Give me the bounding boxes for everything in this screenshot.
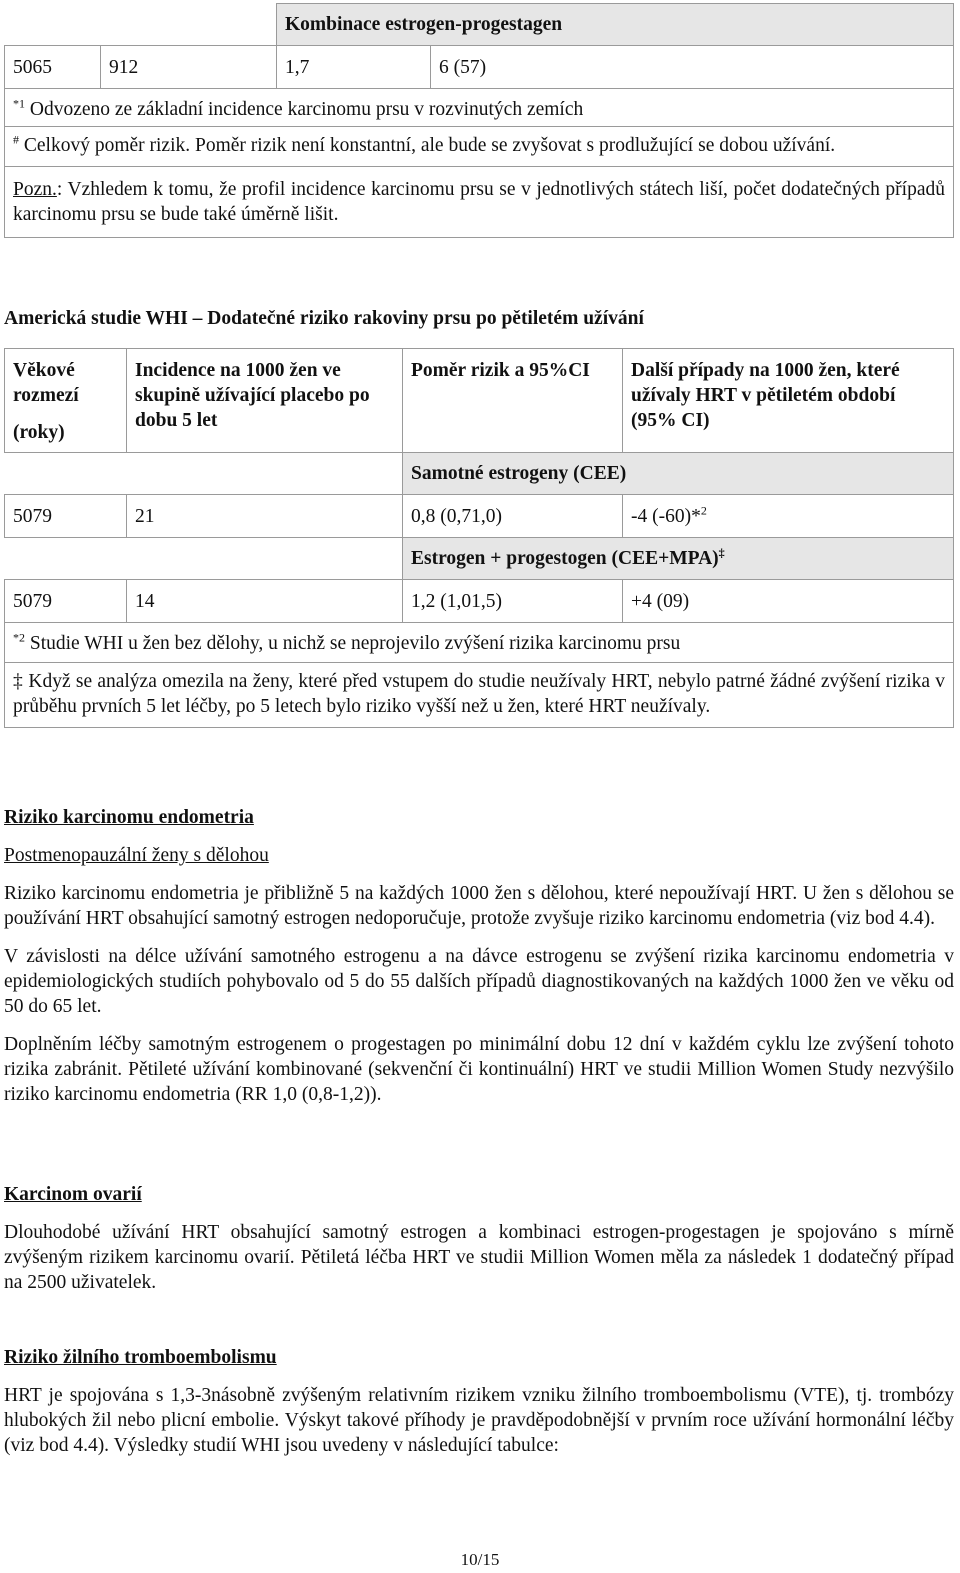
ovarian-section bbox=[4, 1182, 954, 1295]
ovarian-paragraph-1: Dlouhodobé užívání HRT obsahující samotný estrogen a kombinaci estrogen-progestagen je spojováno s mírně zvýšeným rizikem karcinomu ovarií. Pětiletá léčba HRT ve studii Million Women měla za následek 1 dodatečný případ na 2500 uživatelek. bbox=[4, 1222, 954, 1293]
table2-row2-extra: +4 (09) bbox=[623, 580, 954, 623]
vte-title: Riziko žilního tromboembolismu bbox=[4, 1347, 277, 1368]
table2-row2-age: 5079 bbox=[5, 580, 127, 623]
table2-header-ratio: Poměr rizik a 95%CI bbox=[403, 349, 623, 453]
table2-row1-incidence: 21 bbox=[127, 495, 403, 538]
table2-header-age: Věkové rozmezí (roky) bbox=[5, 349, 127, 453]
table2-footnote-1: $^{*2}$ Studie WHI u žen bez dělohy, u nichž se neprojevilo zvýšení rizika karcinomu prsu bbox=[5, 623, 954, 663]
table2-row1-ratio: 0,8 (0,71,0) bbox=[403, 495, 623, 538]
whi-breast-cancer-table bbox=[4, 348, 954, 728]
table2-group-estrogen-only: Samotné estrogeny (CEE) bbox=[403, 453, 954, 495]
table2-row1-extra: -4 (-60)*$^2$ bbox=[623, 495, 954, 538]
table2-header-incidence: Incidence na 1000 žen ve skupině užívající placebo po dobu 5 let bbox=[127, 349, 403, 453]
table2-row2-incidence: 14 bbox=[127, 580, 403, 623]
table2-row1-age: 5079 bbox=[5, 495, 127, 538]
table1-footnote-2: # Celkový poměr rizik. Poměr rizik není konstantní, ale bude se zvyšovat s prodlužující se dobou užívání. bbox=[5, 127, 954, 167]
table2-caption: Americká studie WHI – Dodatečné riziko rakoviny prsu po pětiletém užívání bbox=[4, 308, 644, 329]
vte-section bbox=[4, 1345, 954, 1458]
page-number: 10/15 bbox=[460, 1550, 500, 1569]
table2-footnote-2: ‡ Když se analýza omezila na ženy, které před vstupem do studie neužívaly HRT, nebylo patrné žádné zvýšení rizika v průběhu prvních 5 let léčby, po 5 letech bylo riziko vyšší než u žen, které HRT neužívaly. bbox=[5, 663, 954, 728]
breast-cancer-table-continued bbox=[4, 3, 954, 238]
table1-cell-incidence: 912 bbox=[101, 46, 277, 89]
ovarian-title: Karcinom ovarií bbox=[4, 1184, 142, 1205]
endometrium-subtitle: Postmenopauzální ženy s dělohou bbox=[4, 845, 269, 866]
table1-cell-extra: 6 (57) bbox=[431, 46, 954, 89]
table1-footnote-1: $^{*1}$ Odvozeno ze základní incidence karcinomu prsu v rozvinutých zemích bbox=[5, 89, 954, 127]
table1-footnote-3: Pozn.: Vzhledem k tomu, že profil incidence karcinomu prsu se v jednotlivých státech liší, počet dodatečných případů karcinomu prsu se bude také úměrně lišit. bbox=[5, 167, 954, 238]
endometrium-paragraph-3: Doplněním léčby samotným estrogenem o progestagen po minimální dobu 12 dní v každém cyklu lze zvýšení tohoto rizika zabránit. Pětileté užívání kombinované (sekvenční či kontinuální) HRT ve studii Million Women Study nezvýšilo riziko karcinomu endometria (RR 1,0 (0,8-1,2)). bbox=[4, 1034, 954, 1105]
endometrium-title: Riziko karcinomu endometria bbox=[4, 807, 254, 828]
table2-header-extra: Další případy na 1000 žen, které užívaly HRT v pětiletém období (95% CI) bbox=[623, 349, 954, 453]
endometrium-section bbox=[4, 805, 954, 1107]
table1-cell-age: 5065 bbox=[5, 46, 101, 89]
table1-group-header: Kombinace estrogen-progestagen bbox=[277, 4, 954, 46]
table2-row2-ratio: 1,2 (1,01,5) bbox=[403, 580, 623, 623]
table2-group-combined: Estrogen + progestogen (CEE+MPA)‡ bbox=[403, 538, 954, 580]
table1-cell-ratio: 1,7 bbox=[277, 46, 431, 89]
endometrium-paragraph-1: Riziko karcinomu endometria je přibližně 5 na každých 1000 žen s dělohou, které nepoužívají HRT. U žen s dělohou se používání HRT obsahující samotný estrogen nedoporučuje, protože zvyšuje riziko karcinomu endometria (viz bod 4.4). bbox=[4, 883, 954, 929]
vte-paragraph-1: HRT je spojována s 1,3-3násobně zvýšeným relativním rizikem vzniku žilního tromboembolismu (VTE), tj. trombózy hlubokých žil nebo plicní embolie. Výskyt takové příhody je pravděpodobnější v prvním roce užívání hormonální léčby (viz bod 4.4). Výsledky studií WHI jsou uvedeny v následující tabulce: bbox=[4, 1385, 954, 1456]
endometrium-paragraph-2: V závislosti na délce užívání samotného estrogenu a na dávce estrogenu se zvýšení rizika karcinomu endometria v epidemiologických studiích pohybovalo od 5 do 55 dalších případů diagnostikovaných na každých 1000 žen ve věku od 50 do 65 let. bbox=[4, 946, 954, 1017]
